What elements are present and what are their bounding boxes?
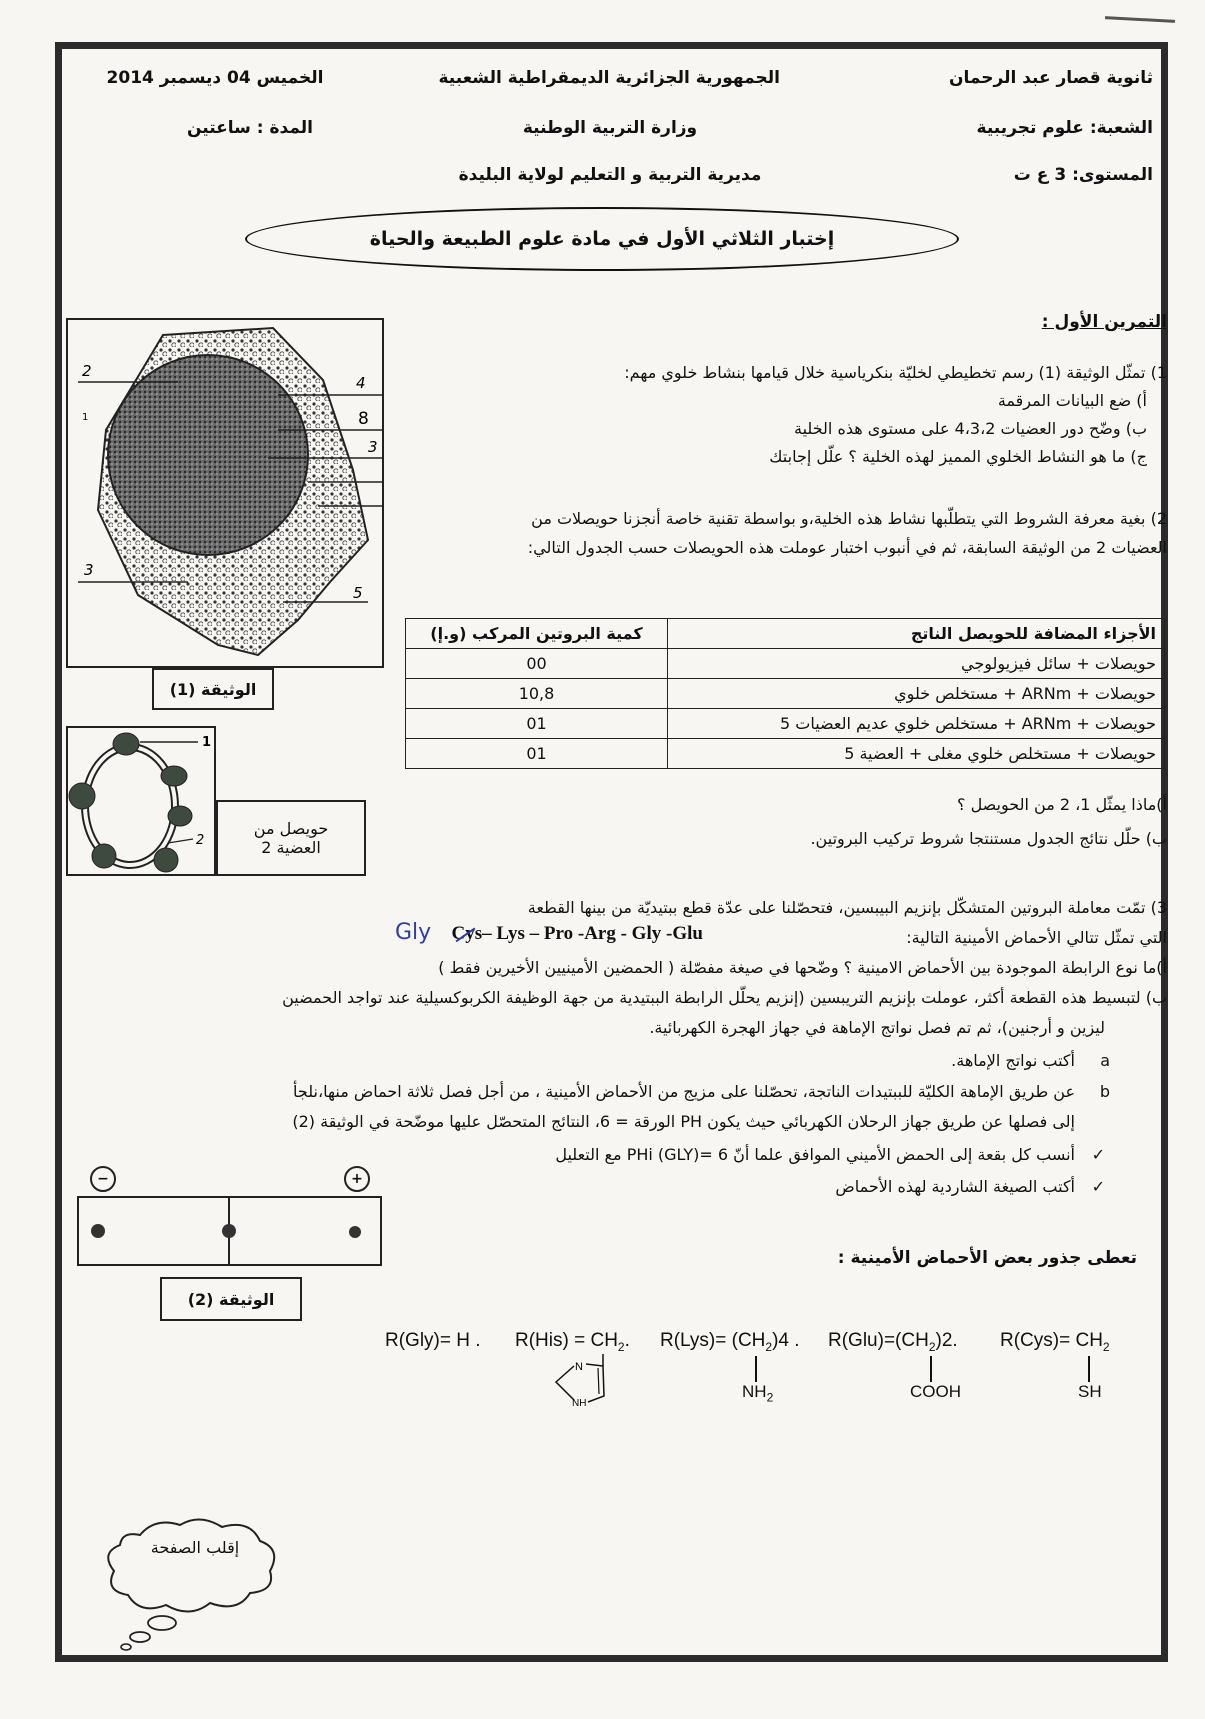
radical-his	[515, 1330, 630, 1354]
exam-title	[245, 207, 959, 271]
table-row	[406, 649, 1165, 679]
table-cell-parts: حويصلات + ARNm + مستخلص خلوي عديم العضيات 5	[668, 709, 1165, 739]
sub-b-marker: b	[1099, 1082, 1110, 1101]
vesicle-label: 2	[196, 833, 205, 848]
document2-label-text: الوثيقة (2)	[187, 1289, 275, 1309]
republic-name: الجمهورية الجزائرية الديمقراطية الشعبية	[438, 68, 780, 88]
results-table	[405, 618, 1165, 769]
peptide-sequence	[395, 920, 703, 945]
document1-label-text: الوثيقة (1)	[169, 679, 257, 699]
spot-icon	[349, 1226, 361, 1238]
q2-b: ب) حلّل نتائج الجدول مستنتجا شروط تركيب البروتين.	[810, 829, 1167, 848]
negative-electrode-icon: −	[90, 1166, 116, 1192]
ribosome-icon	[154, 848, 178, 872]
q2-intro-line2: العضيات 2 من الوثيقة السابقة، ثم في أنبوب اختبار عوملت هذه الحويصلات حسب الجدول التالي:	[527, 538, 1167, 557]
radical-glu-sub: 2	[928, 1339, 936, 1354]
exam-duration: المدة : ساعتين	[187, 118, 313, 138]
glu-group: COOH	[910, 1382, 961, 1401]
document1-label	[152, 668, 274, 710]
sub-b-line2: إلى فصلها عن طريق جهاز الرحلان الكهربائي حيث يكون PH الورقة = 6، النتائج المتحصّل عليها موضّحة في الوثيقة (2)	[292, 1112, 1075, 1131]
ribosome-icon	[69, 783, 95, 809]
q2-a: أ)ماذا يمثّل 1، 2 من الحويصل ؟	[956, 795, 1167, 814]
radical-lys-sub: 2	[765, 1339, 773, 1354]
ribosome-icon	[92, 844, 116, 868]
table-header-row	[406, 619, 1165, 649]
radical-cys	[1000, 1330, 1110, 1354]
table-cell-parts: حويصلات + سائل فيزيولوجي	[668, 649, 1165, 679]
vesicle-caption-line1: حويصل من	[253, 819, 329, 838]
lys-group-text: NH	[742, 1382, 767, 1401]
spot-icon	[222, 1224, 236, 1238]
table-cell-parts: حويصلات + مستخلص خلوي مغلى + العضية 5	[668, 739, 1165, 769]
ribosome-icon	[161, 766, 187, 786]
table-header-protein: كمية البروتين المركب (و.إ)	[406, 619, 668, 649]
radical-cys-sub: 2	[1102, 1339, 1110, 1354]
vesicle-drawing	[68, 728, 214, 874]
check-mark: ✓	[1091, 1145, 1105, 1164]
table-cell-protein: 01	[406, 739, 668, 769]
q3-intro-line2: التي تمثّل تتالي الأحماض الأمينية التالية:	[906, 928, 1167, 947]
table-row	[406, 679, 1165, 709]
radical-lys	[660, 1330, 800, 1354]
scan-mark	[1105, 16, 1175, 23]
lys-group	[742, 1382, 773, 1404]
imidazole-ring-icon	[548, 1352, 618, 1412]
check-mark: ✓	[1091, 1177, 1105, 1196]
q3-b-line2: ليزين و أرجنين)، ثم تم فصل نواتج الإماهة في جهاز الهجرة الكهربائية.	[649, 1018, 1105, 1037]
table-cell-protein: 10,8	[406, 679, 668, 709]
table-row	[406, 739, 1165, 769]
document1-figure	[66, 318, 384, 668]
q2-intro-line1: 2) بغية معرفة الشروط التي يتطلّبها نشاط هذه الخلية،و بواسطة تقنية خاصة أنجزنا حويصلات من	[531, 509, 1167, 528]
vesicle-caption	[216, 800, 366, 876]
cell-label: 5	[353, 584, 363, 602]
lys-bond	[755, 1356, 757, 1382]
ministry-name: وزارة التربية الوطنية	[522, 118, 698, 138]
cell-label: 4	[356, 374, 366, 392]
table-header-parts: الأجزاء المضافة للحويصل الناتج	[668, 619, 1165, 649]
glu-bond	[930, 1356, 932, 1382]
ribosome-icon	[113, 733, 139, 755]
ribosome-icon	[168, 806, 192, 826]
his-ring-n: N	[575, 1361, 583, 1373]
q3-intro-line1: 3) تمّت معاملة البروتين المتشكّل بإنزيم البيبسين، فتحصّلنا على عدّة قطع ببتيديّة من بينها القطعة	[527, 898, 1167, 917]
stream-label: الشعبة: علوم تجريبية	[976, 118, 1153, 138]
q1-intro: 1) تمثّل الوثيقة (1) رسم تخطيطي لخليّة بنكرياسية خلال قيامها بنشاط خلوي مهم:	[624, 363, 1167, 382]
table-row	[406, 709, 1165, 739]
cell-label: 2	[82, 362, 92, 380]
radical-lys-tail: )4 .	[772, 1330, 800, 1351]
q1-a: أ) ضع البيانات المرقمة	[997, 391, 1147, 410]
q1-b: ب) وضّح دور العضيات 4،3،2 على مستوى هذه الخلية	[794, 419, 1147, 438]
table-cell-protein: 00	[406, 649, 668, 679]
radical-glu-text: R(Glu)=(CH	[828, 1330, 929, 1351]
radical-glu-tail: )2.	[935, 1330, 958, 1351]
radical-lys-text: R(Lys)= (CH	[660, 1330, 766, 1351]
exam-title-text: إختبار الثلاثي الأول في مادة علوم الطبيعة والحياة	[369, 228, 835, 250]
radical-his-text: R(His) = CH	[515, 1330, 618, 1351]
struck-amino-acid: Cys	[451, 923, 483, 944]
table-cell-parts: حويصلات + ARNm + مستخلص خلوي	[668, 679, 1165, 709]
cell-label: 3	[368, 438, 378, 456]
radical-gly: R(Gly)= H .	[385, 1330, 481, 1351]
radical-glu	[828, 1330, 958, 1354]
turn-page-cloud-icon	[100, 1515, 290, 1655]
radical-his-tail: .	[624, 1330, 630, 1351]
cys-bond	[1088, 1356, 1090, 1382]
cell-label: 3	[84, 561, 94, 579]
exercise-heading: التمرين الأول :	[1041, 312, 1167, 332]
vesicle-caption-line2: العضية 2	[261, 838, 321, 857]
positive-electrode-icon: +	[344, 1166, 370, 1192]
cys-group: SH	[1078, 1382, 1102, 1401]
directorate-name: مديرية التربية و التعليم لولاية البليدة	[458, 165, 762, 185]
cell-label: 1	[82, 412, 89, 423]
vesicle-figure	[66, 726, 216, 876]
sequence-rest: – Lys – Pro -Arg - Gly -Glu	[482, 923, 703, 944]
spot-icon	[91, 1224, 105, 1238]
radicals-heading: تعطى جذور بعض الأحماض الأمينية :	[837, 1248, 1137, 1268]
check1-text: أنسب كل بقعة إلى الحمض الأميني الموافق علما أنّ PHi (GLY)= 6 مع التعليل	[555, 1145, 1075, 1164]
q3-a: أ)ما نوع الرابطة الموجودة بين الأحماض الامينية ؟ وضّحها في صيغة مفصّلة ( الحمضين الأمينيين الأخيرين فقط )	[438, 958, 1167, 977]
pancreatic-cell-drawing	[68, 320, 382, 666]
school-name: ثانوية قصار عبد الرحمان	[948, 68, 1153, 88]
exam-date: الخميس 04 ديسمبر 2014	[106, 68, 324, 88]
electrophoresis-strip	[77, 1196, 382, 1266]
sub-a-text: أكتب نواتج الإماهة.	[951, 1051, 1075, 1070]
radical-his-sub: 2	[617, 1339, 625, 1354]
level-label: المستوى: 3 ع ت	[1013, 165, 1153, 185]
check2-text: أكتب الصيغة الشاردية لهذه الأحماض	[835, 1177, 1075, 1196]
sub-b-line1: عن طريق الإماهة الكليّة للببتيدات الناتجة، تحصّلنا على مزيج من الأحماض الأمينية ، من أجل فصل ثلاثة احماض منها،نلجأ	[293, 1082, 1075, 1101]
q3-b-line1: ب) لتبسيط هذه القطعة أكثر، عوملت بإنزيم التريبسين (إنزيم يحلّل الرابطة الببتيدية من جهة الوظيفة الكربوكسيلية عند تواجد الحمضين	[282, 988, 1167, 1007]
q1-c: ج) ما هو النشاط الخلوي المميز لهذه الخلية ؟ علّل إجابتك	[769, 447, 1147, 466]
handwritten-correction: Gly	[395, 920, 432, 945]
cell-label: 8	[358, 409, 369, 429]
turn-page-text: إقلب الصفحة	[150, 1538, 240, 1557]
sub-a-marker: a	[1100, 1051, 1110, 1070]
lys-group-sub: 2	[766, 1390, 774, 1405]
radical-cys-text: R(Cys)= CH	[1000, 1330, 1103, 1351]
vesicle-label: 1	[202, 735, 212, 750]
his-ring-nh: NH	[572, 1398, 587, 1409]
table-cell-protein: 01	[406, 709, 668, 739]
document2-label	[160, 1277, 302, 1321]
